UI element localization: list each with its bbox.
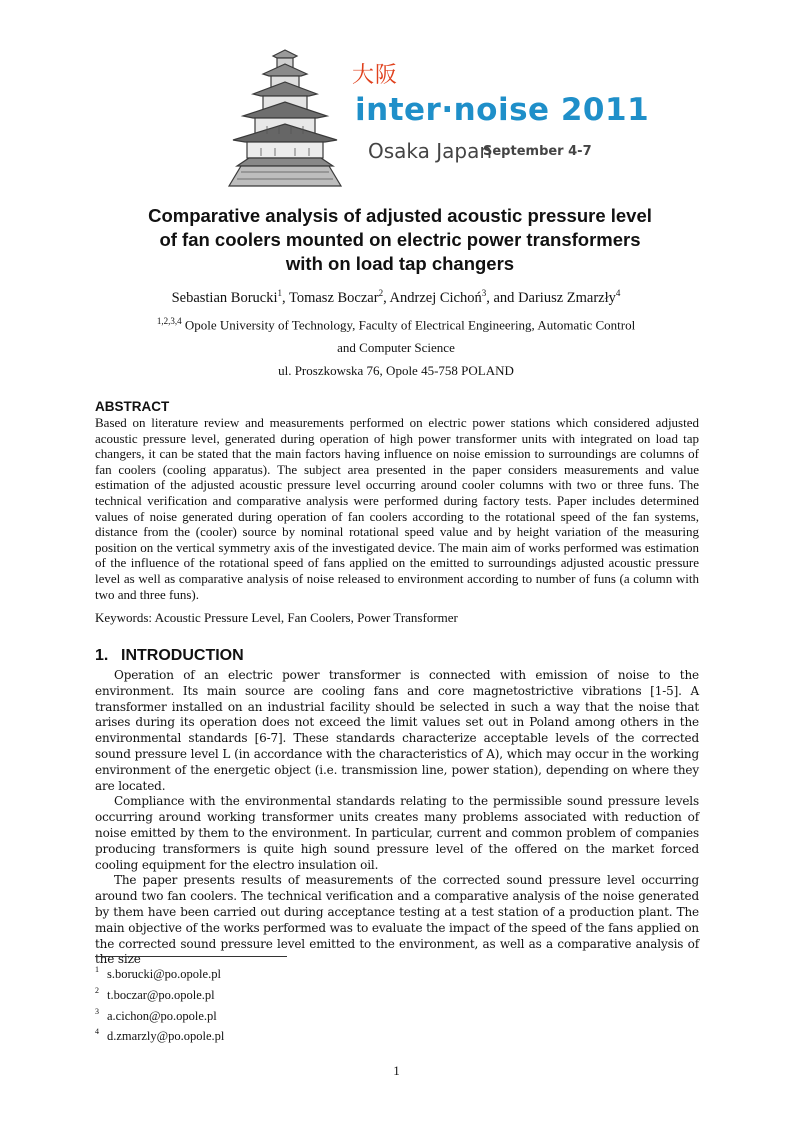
castle-illustration	[215, 48, 355, 188]
introduction-body	[95, 668, 699, 968]
section-title: INTRODUCTION	[121, 647, 244, 664]
title-line: of fan coolers mounted on electric power transformers	[159, 229, 641, 250]
affiliation-line-1: $^{1,2,3,4}$ Opole University of Technology, Faculty of Electrical Engineering, Automatic Control	[156, 316, 636, 333]
paragraph: Compliance with the environmental standards relating to the permissible sound pressure levels occurring around working transformer units creates many problems associated with reduction of noise emitted by them to the environment. In particular, current and common problem of companies producing transformers is quite high sound pressure level of the offered on the market forced cooling equipment for the electro insulation oil.	[95, 794, 699, 872]
author-name: Tomasz Boczar	[289, 289, 379, 306]
footnote-email[interactable]: t.boczar@po.opole.pl	[107, 987, 215, 1002]
title-line: Comparative analysis of adjusted acoustic pressure level	[148, 205, 652, 226]
author-list: Sebastian Borucki$^1$, Tomasz Boczar$^2$, Andrzej Cichoń$^3$, and Dariusz Zmarzły$^4$	[171, 288, 621, 306]
paragraph: The paper presents results of measurements of the corrected sound pressure level occurring around two fan coolers. The technical verification and a comparative analysis of the noise generated by them have been carried out during acceptance testing at a test station of a production plant. The main objective of the works performed was to evaluate the impact of the speed of the fans applied on the corrected sound pressure level emitted to the environment, as well as a comparative analysis of the size	[95, 873, 699, 967]
paragraph: Operation of an electric power transformer is connected with emission of noise to the environment. Its main source are cooling fans and core magnetostrictive vibrations [1-5]. A transformer installed on an industrial facility should be selected in such a way that the noise that arises during its operation does not exceed the limit values set out in Poland among others in the environmental standards [6-7]. These standards characterize acceptable levels of the corrected sound pressure level L (in accordance with the characteristics of A), which may occur in the working environment of the energetic object (i.e. transmission line, power station), depending on where they are located.	[95, 668, 699, 793]
logo-kanji: 大阪	[352, 63, 399, 88]
author-name: Dariusz Zmarzły	[518, 289, 616, 306]
conference-logo	[215, 48, 650, 198]
keywords: Keywords: Acoustic Pressure Level, Fan Coolers, Power Transformer	[95, 610, 458, 625]
affiliation-address: ul. Proszkowska 76, Opole 45-758 POLAND	[278, 363, 514, 378]
author-name: Sebastian Borucki	[171, 289, 278, 306]
footnote-email[interactable]: s.borucki@po.opole.pl	[107, 967, 221, 981]
section-number: 1.	[95, 647, 109, 664]
logo-event-name: inter·noise 2011	[355, 92, 650, 128]
footnote-email[interactable]: a.cichon@po.opole.pl	[107, 1008, 217, 1023]
footnote: $^3$ a.cichon@po.opole.pl	[95, 1006, 217, 1023]
abstract-text: Based on literature review and measurements performed on electric power stations which considered adjusted acoustic pressure level, generated during operation of high power transformer units with integrated on load tap changers, it can be stated that the main factors having influence on noise emission to surroundings are columns of fan coolers (cooling apparatus). The subject area presented in the paper considers measurements and value estimation of the adjusted acoustic pressure level occurring around cooler columns with two or three funs. The technical verification and comparative analysis were performed during factory tests. Paper includes determined values of noise generated during operation of fan coolers according to the rotational speed of the fan systems, distance from the (cooler) source by nominal rotational speed value and by height variation of the measuring position on the vertical symmetry axis of the investigated device. The main aim of works performed was estimation of the influence of the rotational speed of fans applied on the emitted to surroundings adjusted acoustic pressure level as well as comparative analysis of noise released to environment according to number of funs (a column with two and three funs).	[95, 415, 699, 602]
footnote: $^4$ d.zmarzly@po.opole.pl	[95, 1027, 225, 1044]
footnote-divider	[95, 956, 287, 957]
author-mark: 1	[277, 288, 282, 298]
title-line: with on load tap changers	[285, 253, 515, 274]
author-name: Andrzej Cichoń	[389, 289, 482, 306]
paper-title	[100, 204, 700, 276]
logo-city: Osaka Japan	[368, 139, 493, 163]
footnote-email[interactable]: d.zmarzly@po.opole.pl	[107, 1029, 225, 1044]
logo-dates: September 4-7	[483, 144, 592, 159]
author-mark: 2	[378, 288, 384, 298]
section-heading-introduction	[95, 647, 244, 665]
footnote: $^1$ s.borucki@po.opole.pl	[95, 965, 221, 981]
footnote: $^2$ t.boczar@po.opole.pl	[95, 985, 215, 1002]
abstract-heading: ABSTRACT	[95, 399, 170, 414]
author-mark: 4	[615, 288, 621, 298]
affiliation-line-2: and Computer Science	[337, 340, 455, 355]
affiliation-mark: 1,2,3,4	[156, 316, 182, 326]
author-mark: 3	[481, 288, 487, 298]
page-number: 1	[393, 1063, 400, 1078]
footnotes	[95, 962, 224, 1045]
